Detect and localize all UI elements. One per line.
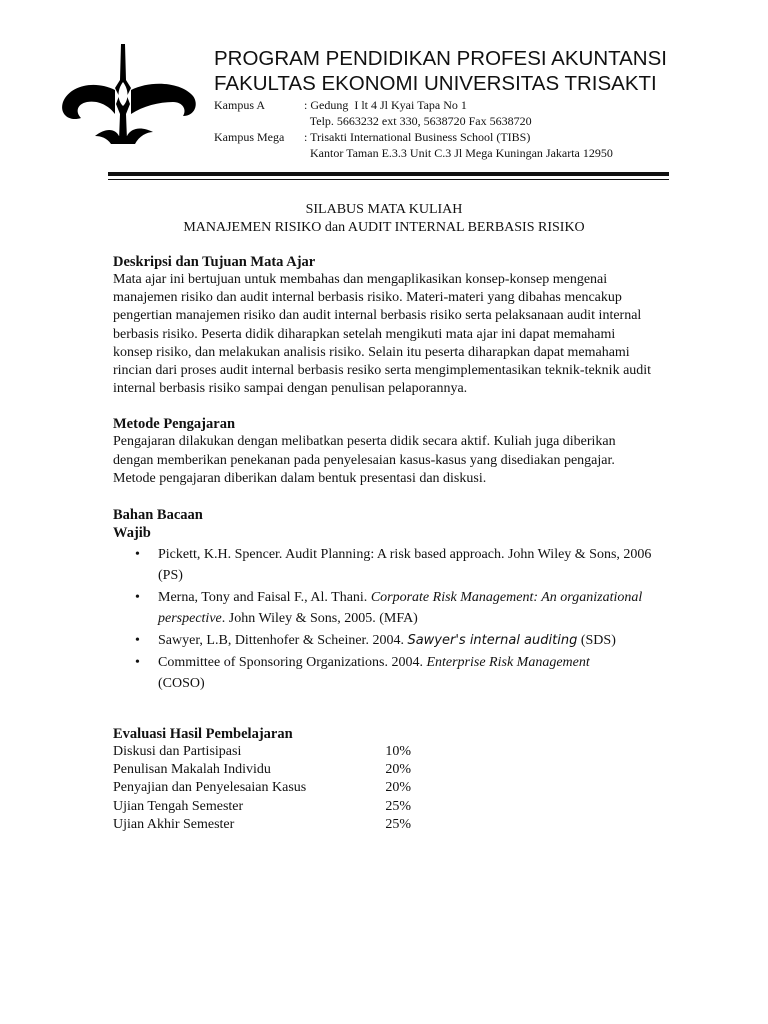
university-logo [55,40,215,158]
eval-component: Ujian Akhir Semester [113,816,235,832]
institution-line-2: FAKULTAS EKONOMI UNIVERSITAS TRISAKTI [214,72,657,95]
section-subheading: Wajib [113,525,151,542]
section-paragraph: Pengajaran dilakukan dengan melibatkan peserta didik secara aktif. Kuliah juga diberikan dengan memberikan penekanan pada penyelesaian kasus-kasus yang disediakan pengajar. Metode pengajaran diberikan dalam bentuk presentasi dan diskusi. [113,434,616,486]
reference-text: Pickett, K.H. Spencer. Audit Planning: A risk based approach. John Wiley & Sons, 2006 (PS) [158,547,652,584]
eval-weight: 10% [385,744,411,760]
eval-weight: 20% [385,780,411,796]
section-paragraph: Mata ajar ini bertujuan untuk membahas dan mengaplikasikan konsep-konsep mengenai manajemen risiko dan audit internal berbasis risiko. Materi-materi yang dibahas mencakup pengertian manajemen risiko dan audit internal berbasis risiko serta pelaksanaan audit internal berbasis risiko. Peserta didik diharapkan setelah mengikuti mata ajar ini dapat memahami konsep risiko, dan melakukan analisis risiko. Selain itu peserta diharapkan dapat memahami rincian dari proses audit internal berbasis resiko serta mengimplementasikan teknik-teknik audit internal berbasis risiko sampai dengan penulisan pelaporannya. [113,272,652,397]
campus-address-line: Telp. 5663232 ext 330, 5638720 Fax 5638720 [304,114,532,128]
campus-a-row [214,97,613,129]
table-row [113,743,658,761]
campus-label: Kampus Mega [214,130,285,144]
title-line-1: SILABUS MATA KULIAH [305,202,463,217]
header-divider-thick [108,172,669,176]
table-row [113,816,658,834]
reference-text: Merna, Tony and Faisal F., Al. Thani. [158,590,371,606]
document-title [0,201,768,237]
eval-component: Ujian Tengah Semester [113,798,244,814]
section-heading: Evaluasi Hasil Pembelajaran [113,726,293,743]
institution-header [214,46,667,96]
reference-title: Enterprise Risk Management [426,655,590,671]
reference-text: Sawyer, L.B, Dittenhofer & Scheiner. 2004. [158,633,408,649]
section-bahan-bacaan [113,506,658,694]
section-heading: Bahan Bacaan [113,507,203,524]
reference-title: Sawyer's internal auditing [407,633,578,649]
section-heading: Deskripsi dan Tujuan Mata Ajar [113,254,316,270]
section-deskripsi [113,253,658,398]
campus-label: Kampus A [214,98,265,112]
reference-text: (SDS) [577,633,616,649]
table-row [113,761,658,779]
table-row [113,798,658,816]
document-body [113,253,658,834]
campus-mega-row [214,129,613,161]
reference-text: Committee of Sponsoring Organizations. 2004. [158,655,427,671]
list-item [158,544,658,586]
section-heading: Metode Pengajaran [113,416,236,433]
reference-text: . John Wiley & Sons, 2005. (MFA) [221,611,418,627]
list-item [158,587,658,629]
campus-address-line: Kantor Taman E.3.3 Unit C.3 Jl Mega Kuningan Jakarta 12950 [304,146,613,160]
eval-weight: 25% [385,798,411,814]
section-metode [113,415,658,488]
eval-component: Penulisan Makalah Individu [113,762,271,778]
table-row [113,779,658,797]
campus-address-line: : Trisakti International Business School (TIBS) [304,130,531,144]
eval-weight: 25% [385,816,411,832]
eval-component: Diskusi dan Partisipasi [113,744,242,760]
title-line-2: MANAJEMEN RISIKO dan AUDIT INTERNAL BERBASIS RISIKO [183,220,585,235]
campus-address-line: : Gedung I lt 4 Jl Kyai Tapa No 1 [304,98,467,112]
campus-addresses [214,97,613,161]
header-divider-thin [108,179,669,180]
reference-text: (COSO) [158,676,205,692]
reference-title: Corporate Risk Management: An organizational perspective [158,590,643,627]
section-evaluasi [113,725,658,834]
list-item [158,630,658,651]
reading-list [113,544,658,694]
list-item [158,652,658,694]
eval-weight: 20% [385,762,411,778]
institution-line-1: PROGRAM PENDIDIKAN PROFESI AKUNTANSI [214,47,667,70]
eval-component: Penyajian dan Penyelesaian Kasus [113,780,307,796]
